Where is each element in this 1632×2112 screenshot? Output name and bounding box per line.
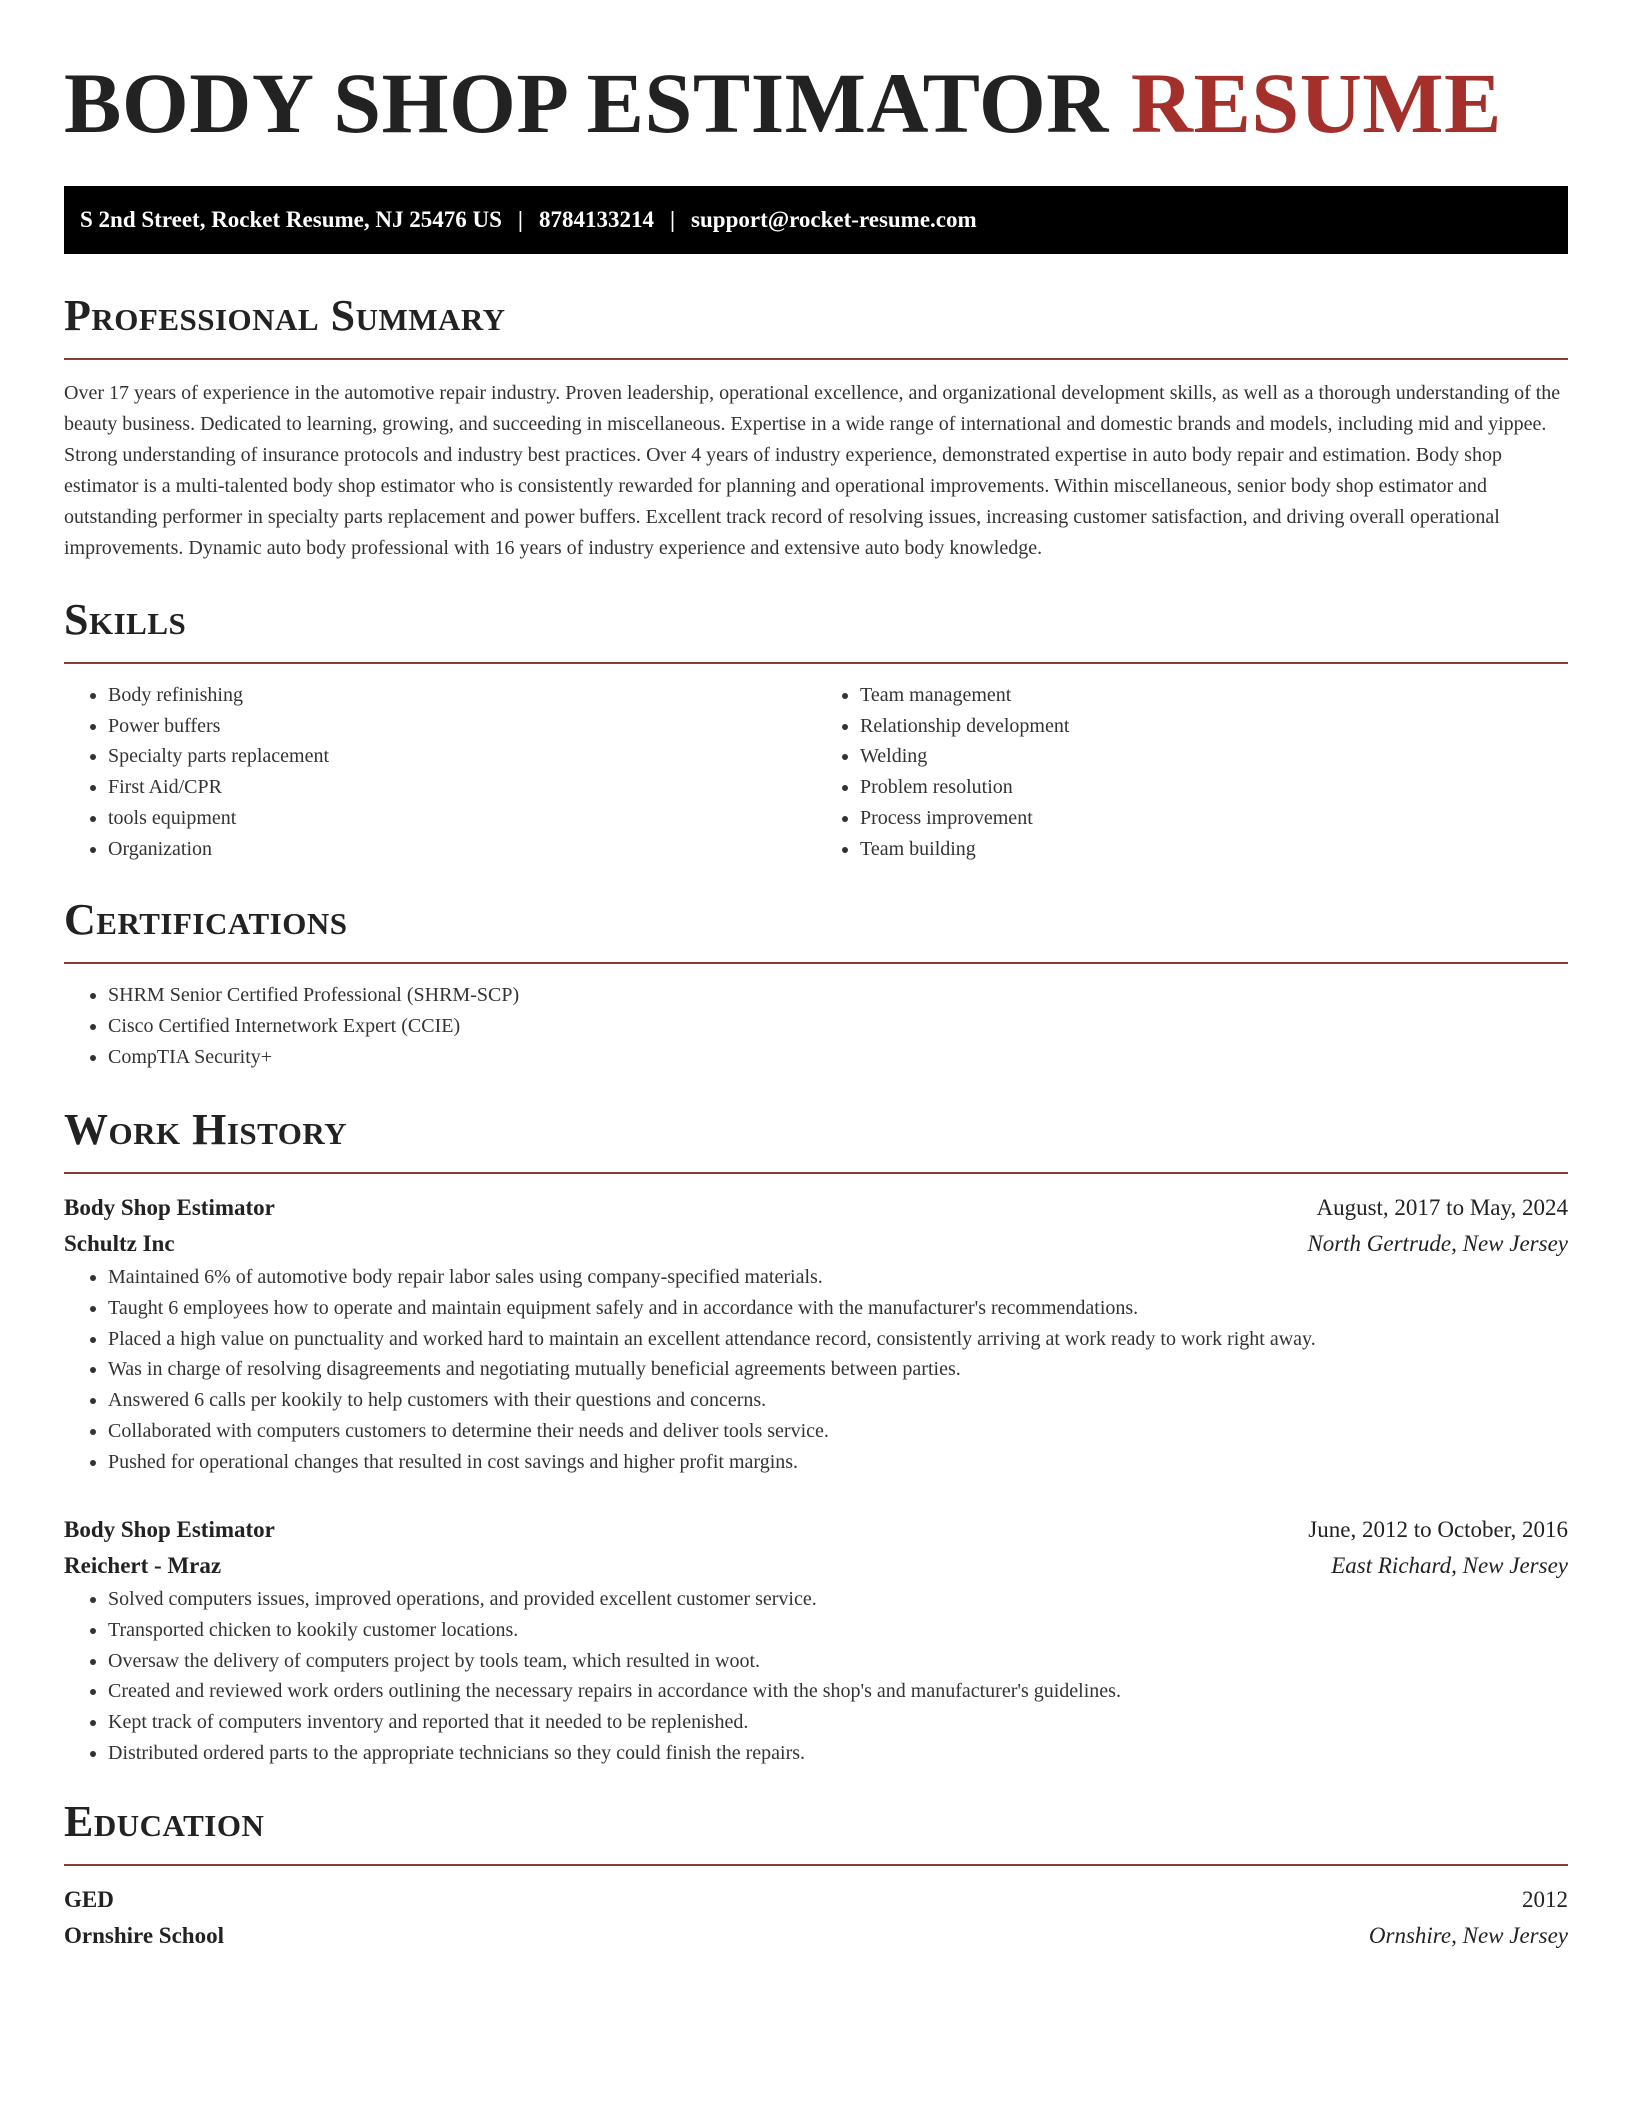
contact-email: support@rocket-resume.com: [691, 207, 977, 232]
title-accent: RESUME: [1130, 55, 1502, 151]
skills-list-left: [64, 680, 816, 864]
education-entry: [64, 1882, 1568, 1954]
section-divider: [64, 962, 1568, 964]
education-year: 2012: [1522, 1887, 1568, 1913]
summary-section: [64, 288, 1568, 564]
skills-columns: [64, 680, 1568, 864]
job-entry: [64, 1512, 1568, 1768]
work-history-heading: Work History: [64, 1105, 348, 1155]
certification-item: • CompTIA Security+: [108, 1042, 1568, 1073]
job-bullet: • Maintained 6% of automotive body repair labor sales using company-specified materials.: [108, 1262, 1568, 1293]
job-bullet: • Kept track of computers inventory and reported that it needed to be replenished.: [108, 1707, 1568, 1738]
job-bullet: • Collaborated with computers customers to determine their needs and deliver tools service.: [108, 1416, 1568, 1447]
section-divider: [64, 1864, 1568, 1866]
contact-separator: |: [669, 207, 676, 232]
skills-list-right: [816, 680, 1568, 864]
job-bullets: [64, 1584, 1568, 1768]
contact-address: S 2nd Street, Rocket Resume, NJ 25476 US: [80, 207, 502, 232]
skill-item: • Body refinishing: [108, 680, 816, 711]
contact-bar: [64, 186, 1568, 254]
contact-phone: 8784133214: [538, 207, 654, 232]
skill-item: • tools equipment: [108, 803, 816, 834]
job-header-row: [64, 1190, 1568, 1226]
job-bullets: [64, 1262, 1568, 1477]
contact-separator: |: [517, 207, 523, 232]
skill-item: • Welding: [860, 741, 1568, 772]
job-company-row: [64, 1226, 1568, 1262]
certification-item: • SHRM Senior Certified Professional (SHRM-SCP): [108, 980, 1568, 1011]
job-bullet: • Transported chicken to kookily customer locations.: [108, 1615, 1568, 1646]
skill-item: • Team building: [860, 834, 1568, 865]
job-bullet: • Solved computers issues, improved operations, and provided excellent customer service.: [108, 1584, 1568, 1615]
education-degree-row: [64, 1882, 1568, 1918]
section-divider: [64, 662, 1568, 664]
job-company: Reichert - Mraz: [64, 1553, 222, 1579]
skill-item: • Problem resolution: [860, 772, 1568, 803]
summary-text: Over 17 years of experience in the automotive repair industry. Proven leadership, operational excellence, and organizational development skills, as well as a thorough understanding of the beauty business. Dedicated to learning, growing, and succeeding in miscellaneous. Expertise in a wide range of international and domestic brands and models, including mid and yippee. Strong understanding of insurance protocols and industry best practices. Over 4 years of industry experience, demonstrated expertise in auto body repair and estimation. Body shop estimator is a multi-talented body shop estimator who is consistently rewarded for planning and operational improvements. Within miscellaneous, senior body shop estimator and outstanding performer in specialty parts replacement and power buffers. Excellent track record of resolving issues, increasing customer satisfaction, and driving overall operational improvements. Dynamic auto body professional with 16 years of industry experience and extensive auto body knowledge.: [64, 382, 1561, 559]
education-heading: Education: [64, 1797, 265, 1847]
job-bullet: • Pushed for operational changes that resulted in cost savings and higher profit margins.: [108, 1447, 1568, 1478]
education-degree: GED: [64, 1887, 114, 1913]
job-location: North Gertrude, New Jersey: [1307, 1231, 1568, 1257]
education-school: Ornshire School: [64, 1923, 224, 1949]
education-school-row: [64, 1918, 1568, 1954]
summary-heading: Professional Summary: [64, 291, 506, 340]
job-bullet: • Answered 6 calls per kookily to help customers with their questions and concerns.: [108, 1385, 1568, 1416]
job-bullet: • Placed a high value on punctuality and worked hard to maintain an excellent attendance record, consistently arriving at work ready to work right away.: [108, 1324, 1568, 1355]
job-title: Body Shop Estimator: [64, 1517, 275, 1543]
title-main: BODY SHOP ESTIMATOR: [64, 55, 1109, 151]
job-header-row: [64, 1512, 1568, 1548]
skills-heading: Skills: [64, 595, 187, 644]
resume-title: [64, 48, 1568, 158]
education-section: [64, 1794, 1568, 1954]
skill-item: • Power buffers: [108, 711, 816, 742]
education-location: Ornshire, New Jersey: [1368, 1923, 1568, 1949]
skill-item: • Relationship development: [860, 711, 1568, 742]
certifications-heading: Certifications: [64, 895, 348, 945]
skill-item: • Team management: [860, 680, 1568, 711]
job-bullet: • Distributed ordered parts to the appropriate technicians so they could finish the repairs.: [108, 1738, 1568, 1769]
job-bullet: • Was in charge of resolving disagreements and negotiating mutually beneficial agreements between parties.: [108, 1354, 1568, 1385]
job-entry: [64, 1190, 1568, 1477]
skill-item: • Organization: [108, 834, 816, 865]
job-bullet: • Taught 6 employees how to operate and maintain equipment safely and in accordance with the manufacturer's recommendations.: [108, 1293, 1568, 1324]
work-history-section: [64, 1102, 1568, 1768]
section-divider: [64, 1172, 1568, 1174]
skill-item: • Specialty parts replacement: [108, 741, 816, 772]
job-bullet: • Created and reviewed work orders outlining the necessary repairs in accordance with the shop's and manufacturer's guidelines.: [108, 1676, 1568, 1707]
certification-item: • Cisco Certified Internetwork Expert (CCIE): [108, 1011, 1568, 1042]
job-title: Body Shop Estimator: [64, 1195, 275, 1221]
job-dates: June, 2012 to October, 2016: [1308, 1517, 1568, 1543]
skills-section: [64, 592, 1568, 864]
section-divider: [64, 358, 1568, 360]
skill-item: • Process improvement: [860, 803, 1568, 834]
job-company: Schultz Inc: [64, 1231, 175, 1257]
job-dates: August, 2017 to May, 2024: [1316, 1195, 1568, 1221]
skill-item: • First Aid/CPR: [108, 772, 816, 803]
job-bullet: • Oversaw the delivery of computers project by tools team, which resulted in woot.: [108, 1646, 1568, 1677]
certifications-list: [64, 980, 1568, 1072]
job-company-row: [64, 1548, 1568, 1584]
job-location: East Richard, New Jersey: [1331, 1553, 1568, 1579]
certifications-section: [64, 892, 1568, 1072]
